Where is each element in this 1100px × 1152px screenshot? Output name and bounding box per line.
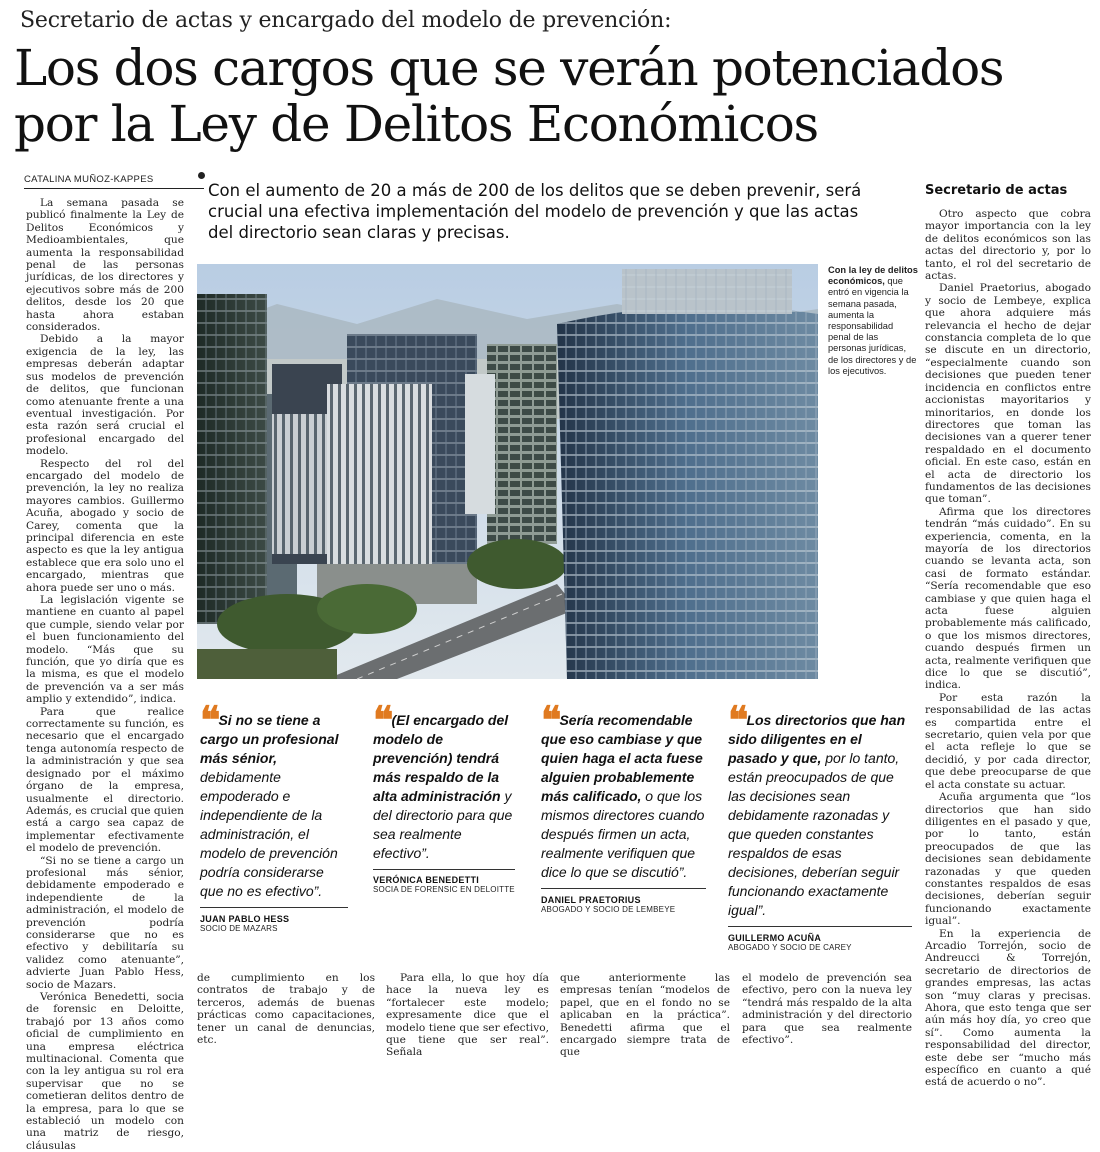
quote-rest: por lo tanto, están preocupados de que las decisiones sean debidamente razonadas y que queden constantes respaldos de esas decisiones, deberían seguir funcionando exactamente igual”. [728, 750, 900, 918]
kicker: Secretario de actas y encargado del modelo de prevención: [20, 8, 672, 33]
headline-line-1: Los dos cargos que se verán potenciados [14, 39, 1004, 97]
paragraph: Daniel Praetorius, abogado y socio de Lembeye, explica que ahora adquiere más relevancia el hecho de dejar constancia completa de lo que se discute en un directorio, “especialmente cuando son decisiones que pueden tener incidencia en conflictos entre accionistas mayoritarios y minoritarios, en donde los directores que toman las decisiones van a querer tener respaldado en el documento oficial. En este caso, están en el acta de directorio los fundamentos de las decisiones que toman”. [925, 282, 1091, 506]
pull-quote-4 [728, 697, 912, 952]
quote-mark-icon: ❝ [541, 697, 556, 742]
bottom-column-4: el modelo de prevención sea efectivo, pero con la nueva ley “tendrá más respaldo de la alta administración y del directorio para que sea realmente efectivo”. [742, 972, 912, 1047]
quote-rule [373, 869, 515, 870]
quote-rest: y del directorio para que sea realmente efectivo”. [373, 788, 513, 861]
bottom-column-3: que anteriormente las empresas tenían “modelos de papel, que en el fondo no se aplicaban en la práctica”. Benedetti afirma que el encargado siempre trata de que [560, 972, 730, 1059]
paragraph: “Si no se tiene a cargo un profesional más sénior, debidamente empoderado e independiente de la administración, el modelo de prevención podría considerarse que no es efectivo y debilitaría su validez como atenuante”, advierte Juan Pablo Hess, socio de Mazars. [26, 854, 184, 991]
quote-mark-icon: ❝ [728, 697, 743, 742]
bottom-column-1: de cumplimiento en los contratos de trabajo y de terceros, además de buenas prácticas como capacitaciones, tener un canal de denuncias, etc. [197, 972, 375, 1047]
paragraph: Por esta razón la responsabilidad de las actas es compartida entre el secretario, quien vela por que el acta refleje lo que se decidió, y por cada director, que debe preocuparse de que el acta constate su actuar. [925, 691, 1091, 791]
quote-text [200, 697, 348, 901]
quote-author-role: ABOGADO Y SOCIO DE CAREY [728, 943, 852, 952]
paragraph: Respecto del rol del encargado del modelo de prevención, la ley no realiza mayores cambios. Guillermo Acuña, abogado y socio de Carey, comenta que la principal diferencia en este aspecto es que la ley antigua establece que era solo uno el encargado, mientras que ahora puede ser uno o más. [26, 457, 184, 594]
column-1 [26, 197, 184, 1152]
quote-rule [200, 907, 348, 908]
section-heading: Secretario de actas [925, 183, 1068, 198]
quote-author: GUILLERMO ACUÑA [728, 933, 822, 943]
quote-rule [541, 888, 706, 889]
headline-line-2: por la Ley de Delitos Económicos [14, 95, 818, 153]
quote-author: DANIEL PRAETORIUS [541, 895, 641, 905]
quote-text [728, 697, 912, 920]
headline [14, 40, 1094, 152]
quote-mark-icon: ❝ [200, 697, 215, 742]
lead-paragraph: Con el aumento de 20 a más de 200 de los delitos que se deben prevenir, será crucial una efectiva implementación del modelo de prevención y que las actas del directorio sean claras y precisas. [208, 181, 862, 242]
paragraph: Acuña argumenta que “los directorios que han sido diligentes en el pasado y que, por lo tanto, están preocupados de que las decisiones sean debidamente razonadas y que queden constantes respaldos de esas decisiones, deberían seguir funcionando exactamente igual”. [925, 791, 1091, 928]
pull-quote-3 [541, 697, 706, 914]
paragraph: En la experiencia de Arcadio Torrejón, socio de Andreucci & Torrejón, secretario de directorios de grandes empresas, las actas son “muy claras y precisas. Ahora, que esto tenga que ser aún más hoy día, yo creo que sí”. Como aumenta la responsabilidad del director, este debe ser “mucho más específico en cuanto a qué está de acuerdo o no”. [925, 927, 1091, 1089]
quote-author-role: ABOGADO Y SOCIO DE LEMBEYE [541, 905, 676, 914]
quote-text [373, 697, 515, 863]
paragraph: Otro aspecto que cobra mayor importancia con la ley de delitos económicos son las actas del directorio y, por lo tanto, el rol del secretario de actas. [925, 208, 1091, 283]
paragraph: Afirma que los directores tendrán “más cuidado”. En su experiencia, comenta, en la mayoría de los directorios cuando se levanta acta, son casi de formato estándar. “Sería recomendable que eso cambiase y que quien haga el acta fuese alguien probablemente más calificado, o que los mismos directores, cuando después firmen un acta, realmente verifiquen que dice lo que se discutió”, indica. [925, 505, 1091, 692]
paragraph: Verónica Benedetti, socia de forensic en Deloitte, trabajó por 13 años como oficial de cumplimiento en una empresa eléctrica multinacional. Comenta que con la ley antigua su rol era supervisar que no se cometieran delitos dentro de la empresa, para lo que se estableció un modelo con una matriz de riesgo, cláusulas [26, 991, 184, 1152]
caption-bold: Con la ley de delitos económicos, [828, 265, 918, 287]
column-5 [925, 208, 1091, 1089]
paragraph: La semana pasada se publicó finalmente la Ley de Delitos Económicos y Medioambientales, que aumenta la responsabilidad penal de las personas jurídicas, de los directores y ejecutivos sobre más de 200 delitos, desde los 20 que hasta ahora estaban considerados. [26, 197, 184, 334]
quote-bold: Los directorios que han sido diligentes en el pasado y que, [728, 712, 906, 766]
quote-bold: Sería recomendable que eso cambiase y que quien haga el acta fuese alguien probablemente más calificado, [541, 712, 703, 804]
pull-quote-1 [200, 697, 348, 933]
byline-dot [198, 172, 205, 179]
quote-mark-icon: ❝ [373, 697, 388, 742]
quote-author-role: SOCIO DE MAZARS [200, 924, 278, 933]
photo-caption [828, 265, 918, 377]
quote-rule [728, 926, 912, 927]
quote-author: VERÓNICA BENEDETTI [373, 875, 480, 885]
quote-author: JUAN PABLO HESS [200, 914, 290, 924]
paragraph: Debido a la mayor exigencia de la ley, las empresas deberán adaptar sus modelos de prevención de delitos, que funcionan como atenuante frente a una eventual investigación. Por esta razón será crucial el profesional encargado del modelo. [26, 333, 184, 458]
quote-text [541, 697, 706, 882]
quote-author-role: SOCIA DE FORENSIC EN DELOITTE [373, 885, 515, 894]
quote-rest: o que los mismos directores cuando después firmen un acta, realmente verifiquen que dice lo que se discutió”. [541, 788, 705, 880]
caption-text: que entró en vigencia la semana pasada, aumenta la responsabilidad penal de las personas jurídicas, de los directores y de los ejecutivos. [828, 276, 917, 376]
paragraph: La legislación vigente se mantiene en cuanto al papel que cumple, siendo velar por el buen funcionamiento del modelo. “Más que su función, que yo diría que es la misma, es que el modelo de prevención va a ser más amplio y extendido”, indica. [26, 594, 184, 706]
quote-rest: debidamente empoderado e independiente de la administración, el modelo de prevención podría considerarse que no es efectivo”. [200, 769, 338, 899]
paragraph: Para que realice correctamente su función, es necesario que el encargado tenga autonomía respecto de la administración y que sea designado por el máximo órgano de la empresa, usualmente el directorio. Además, es crucial que quien está a cargo sea capaz de implementar efectivamente el modelo de prevención. [26, 705, 184, 855]
quote-bold: (El encargado del modelo de prevención) tendrá más respaldo de la alta administración [373, 712, 509, 804]
bottom-column-2: Para ella, lo que hoy día hace la nueva ley es “fortalecer este modelo; expresamente dice que el modelo tiene que ser efectivo, que tiene que ser real”. Señala [386, 972, 549, 1059]
byline: CATALINA MUÑOZ-KAPPES [24, 174, 204, 189]
city-skyline-photo [197, 264, 818, 679]
quote-bold: Si no se tiene a cargo un profesional más sénior, [200, 712, 339, 766]
pull-quote-2 [373, 697, 515, 894]
